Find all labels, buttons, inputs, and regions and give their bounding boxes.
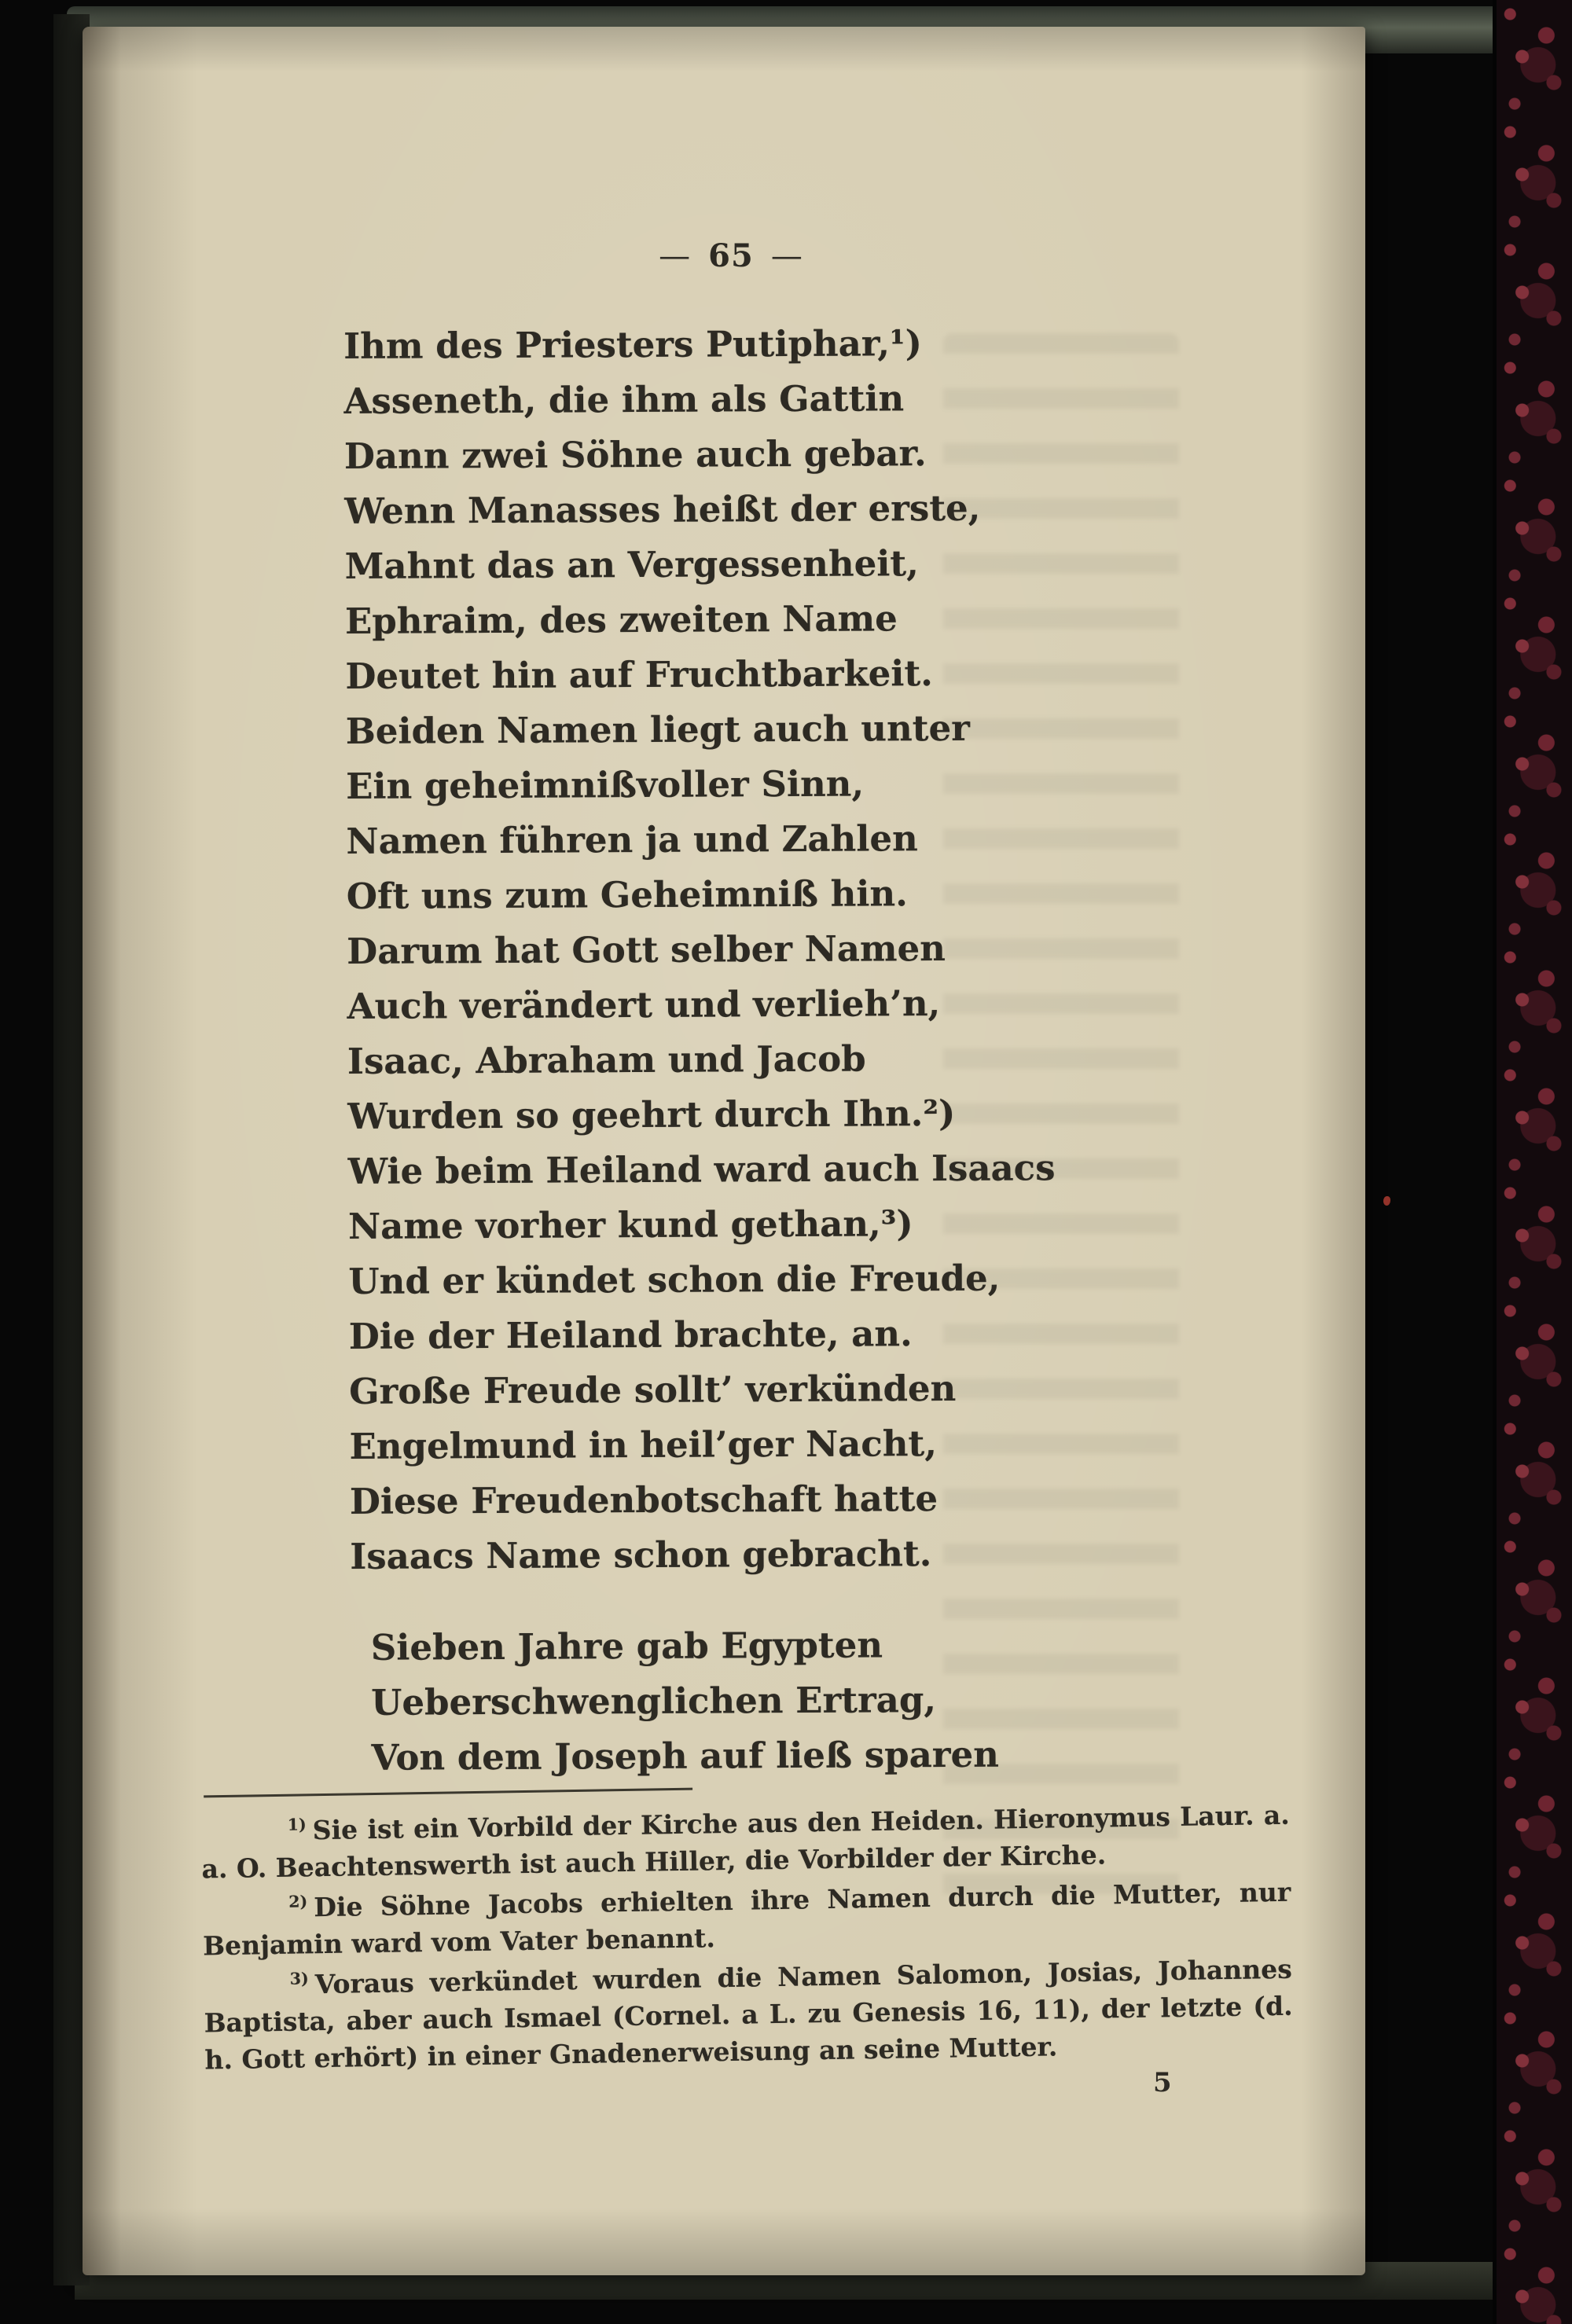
poem-line: Isaac, Abraham und Jacob <box>347 1037 866 1082</box>
page-header <box>574 237 888 274</box>
poem-line: Ihm des Priesters Putiphar,¹) <box>343 322 923 367</box>
poem-line: Darum hat Gott selber Namen <box>347 927 946 972</box>
poem-line: Isaacs Name schon gebracht. <box>350 1533 932 1577</box>
footnote <box>202 1874 1291 1965</box>
book-page <box>83 27 1365 2275</box>
book-cover-marbled-edge <box>1493 0 1572 2324</box>
footnote-marker: 2) <box>288 1892 308 1911</box>
footnote <box>201 1797 1291 1888</box>
footnote-text: Sie ist ein Vorbild der Kirche aus den Heiden. Hieronymus Laur. a. a. O. Beachtenswerth ist auch Hiller, die Vorbilder der Kirche. <box>201 1799 1291 1885</box>
page-number: 65 <box>708 237 754 274</box>
signature-mark: 5 <box>1153 2067 1172 2098</box>
poem-line: Asseneth, die ihm als Gattin <box>343 377 905 422</box>
poem-line: Name vorher kund gethan,³) <box>347 1202 913 1247</box>
poem-line: Von dem Joseph auf ließ sparen <box>371 1733 999 1779</box>
poem-line: Dann zwei Söhne auch gebar. <box>343 432 927 477</box>
poem-line: Sieben Jahre gab Egypten <box>370 1624 883 1669</box>
poem-line: Die der Heiland brachte, an. <box>348 1313 913 1357</box>
poem-line: Ephraim, des zweiten Name <box>344 597 898 642</box>
poem-line: Wenn Manasses heißt der erste, <box>344 486 981 532</box>
poem-line: Engelmund in heil’ger Nacht, <box>349 1423 938 1467</box>
poem-stanza-2 <box>371 1616 1255 1786</box>
poem-line: Diese Freudenbotschaft hatte <box>349 1478 938 1522</box>
poem-line: Mahnt das an Vergessenheit, <box>344 542 919 587</box>
footnote-text: Voraus verkündet wurden die Namen Salomon, Josias, Johannes Baptista, aber auch Ismael (Cornel. a L. zu Genesis 16, 11), der letzte (d. h. Gott erhört) in einer Gnadenerweisung an seine Mutter. <box>204 1953 1293 2076</box>
footnote-separator-rule <box>204 1788 692 1798</box>
poem-line: Wie beim Heiland ward auch Isaacs <box>347 1147 1056 1192</box>
page-number-dash-right: — <box>770 238 803 274</box>
poem <box>343 314 1255 1786</box>
page-number-dash-left: — <box>659 238 692 274</box>
page-fore-edges <box>1364 38 1492 2271</box>
poem-line: Oft uns zum Geheimniß hin. <box>346 872 908 917</box>
poem-line: Deutet hin auf Fruchtbarkeit. <box>345 652 934 697</box>
poem-line: Beiden Namen liegt auch unter <box>345 707 970 752</box>
poem-line: Große Freude sollt’ verkünden <box>349 1367 957 1412</box>
poem-line: Auch verändert und verlieh’n, <box>347 982 941 1027</box>
footnote-marker: 3) <box>289 1969 309 1988</box>
poem-line: Namen führen ja und Zahlen <box>346 817 918 862</box>
poem-line: Wurden so geehrt durch Ihn.²) <box>347 1092 956 1137</box>
footnote <box>204 1951 1294 2079</box>
poem-line: Ueberschwenglichen Ertrag, <box>371 1679 937 1724</box>
footnote-block <box>200 1779 1294 2082</box>
footnote-text: Die Söhne Jacobs erhielten ihre Namen durch die Mutter, nur Benjamin ward vom Vater benannt. <box>202 1876 1291 1962</box>
footnote-marker: 1) <box>287 1815 307 1834</box>
poem-line: Ein geheimnißvoller Sinn, <box>345 762 865 807</box>
poem-stanza-1 <box>343 314 1254 1584</box>
poem-line: Und er kündet schon die Freude, <box>348 1257 1001 1302</box>
